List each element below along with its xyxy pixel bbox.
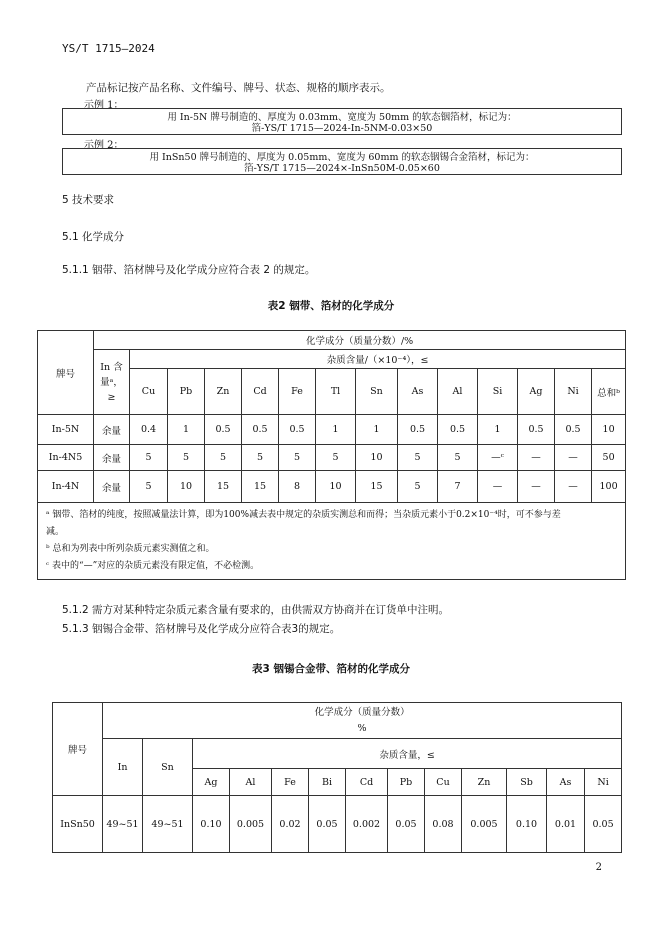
intro-paragraph: 产品标记按产品名称、文件编号、牌号、状态、规格的顺序表示。	[86, 82, 391, 94]
table2-value-cell: 0.5	[242, 415, 279, 445]
table3-impurity-header: 杂质含量，≤	[193, 739, 622, 769]
table2-value-cell: 10	[316, 471, 356, 503]
example2-box	[62, 148, 622, 175]
table2-value-cell: 0.5	[205, 415, 242, 445]
table3-element-header: Al	[230, 769, 272, 796]
table2-value-cell: 0.5	[398, 415, 438, 445]
table2-element-header: Pb	[168, 369, 205, 415]
table2-footnote-c: ᶜ 表中的“—”对应的杂质元素没有限定值，不必检测。	[46, 561, 260, 571]
table2-value-cell: 1	[478, 415, 518, 445]
table2-value-cell: 8	[279, 471, 316, 503]
table2-value-cell: 0.4	[130, 415, 168, 445]
table2-footnote-cell	[38, 503, 626, 580]
table3-element-header: Sb	[507, 769, 547, 796]
table3-element-header: Ni	[585, 769, 622, 796]
table2-value-cell: 50	[592, 445, 626, 471]
table2-element-header: Si	[478, 369, 518, 415]
table3-value-cell: 0.05	[585, 796, 622, 853]
table2-element-header: Sn	[356, 369, 398, 415]
table3-grade-header: 牌号	[53, 703, 103, 796]
example2-label: 示例 2：	[84, 140, 124, 151]
table2-composition-header: 化学成分（质量分数）/%	[94, 331, 626, 350]
table3-grade-cell: InSn50	[53, 796, 103, 853]
table2-value-cell: 5	[205, 445, 242, 471]
table2	[37, 330, 626, 580]
example2-line2: 箔-YS/T 1715—2024×-InSn50M-0.05×60	[244, 163, 440, 174]
table2-value-cell: 0.5	[438, 415, 478, 445]
table3-element-header: Zn	[462, 769, 507, 796]
table3-value-cell: 0.05	[388, 796, 425, 853]
table2-value-cell: 5	[398, 445, 438, 471]
table2-in-cell: 余量	[94, 415, 130, 445]
table2-value-cell: —	[478, 471, 518, 503]
example2-line1: 用 InSn50 牌号制造的、厚度为 0.05mm、宽度为 60mm 的软态铟锡合金箔材，标记为：	[149, 152, 535, 163]
page-number: 2	[595, 862, 602, 873]
table2-in-header: In 含量ᵃ，≥	[94, 350, 130, 415]
table2-value-cell: —	[555, 445, 592, 471]
table2-impurity-header: 杂质含量/（×10⁻⁴），≤	[130, 350, 626, 369]
table2-element-header: Cd	[242, 369, 279, 415]
table2-value-cell: 15	[356, 471, 398, 503]
paragraph-5-1-2: 5.1.2 需方对某种特定杂质元素含量有要求的，由供需双方协商并在订货单中注明。	[62, 604, 450, 616]
table2-footnote-a: ᵃ 铟带、箔材的纯度，按照减量法计算，即为100%减去表中规定的杂质实测总和而得；当杂质元素小于0.2×10⁻⁴时，可不参与差	[46, 510, 561, 520]
table3-element-header: Cd	[346, 769, 388, 796]
table2-value-cell: 5	[398, 471, 438, 503]
document-header: YS/T 1715—2024	[62, 42, 155, 55]
table2-in-cell: 余量	[94, 471, 130, 503]
table2-value-cell: 10	[592, 415, 626, 445]
table3-in-header: In	[103, 739, 143, 796]
table3-element-header: As	[547, 769, 585, 796]
table2-value-cell: 5	[316, 445, 356, 471]
table3-value-cell: 0.002	[346, 796, 388, 853]
table2-value-cell: —	[518, 471, 555, 503]
table2-element-header: Fe	[279, 369, 316, 415]
table2-value-cell: 100	[592, 471, 626, 503]
table2-grade-cell: In-4N	[38, 471, 94, 503]
table2-element-header: Ni	[555, 369, 592, 415]
table2-element-header: As	[398, 369, 438, 415]
table2-value-cell: 0.5	[279, 415, 316, 445]
example1-label: 示例 1：	[84, 100, 124, 111]
table2-value-cell: 0.5	[555, 415, 592, 445]
table3-value-cell: 0.10	[193, 796, 230, 853]
table3-value-cell: 0.10	[507, 796, 547, 853]
section-5-1-heading: 5.1 化学成分	[62, 231, 125, 243]
table2-value-cell: 5	[242, 445, 279, 471]
table2-in-cell: 余量	[94, 445, 130, 471]
table3-in-cell: 49~51	[103, 796, 143, 853]
table2-value-cell: 10	[356, 445, 398, 471]
table-row	[53, 796, 622, 853]
paragraph-5-1-3: 5.1.3 铟锡合金带、箔材牌号及化学成分应符合表3的规定。	[62, 623, 341, 635]
table2-footnote-a-cont: 减。	[46, 527, 65, 537]
paragraph-5-1-1: 5.1.1 铟带、箔材牌号及化学成分应符合表 2 的规定。	[62, 264, 316, 276]
table3-element-header: Bi	[309, 769, 346, 796]
table2-value-cell: 7	[438, 471, 478, 503]
table3-value-cell: 0.08	[425, 796, 462, 853]
table3-value-cell: 0.02	[272, 796, 309, 853]
table2-element-header: Zn	[205, 369, 242, 415]
table3-element-header: Pb	[388, 769, 425, 796]
table-row	[38, 445, 626, 471]
table3-element-header: Cu	[425, 769, 462, 796]
table2-value-cell: 1	[168, 415, 205, 445]
table2-value-cell: 10	[168, 471, 205, 503]
table2-caption: 表2 铟带、箔材的化学成分	[267, 300, 395, 312]
table2-element-header: Tl	[316, 369, 356, 415]
table2-value-cell: —	[555, 471, 592, 503]
table-row	[38, 471, 626, 503]
table2-value-cell: 5	[438, 445, 478, 471]
table3-composition-label: 化学成分（质量分数）	[314, 706, 410, 718]
table3-sn-header: Sn	[143, 739, 193, 796]
table2-grade-header: 牌号	[38, 331, 94, 415]
table2-value-cell: 5	[168, 445, 205, 471]
table3-percent-label: %	[357, 722, 367, 734]
table3-value-cell: 0.005	[462, 796, 507, 853]
table3	[52, 702, 622, 853]
table2-value-cell: —ᶜ	[478, 445, 518, 471]
example1-line2: 箔-YS/T 1715—2024-In-5NM-0.03×50	[251, 123, 433, 134]
table2-footnote-b: ᵇ 总和为列表中所列杂质元素实测值之和。	[46, 544, 215, 554]
table2-value-cell: 5	[279, 445, 316, 471]
section-5-heading: 5 技术要求	[62, 194, 115, 206]
example1-box	[62, 108, 622, 135]
table-row	[38, 415, 626, 445]
table2-value-cell: 1	[316, 415, 356, 445]
table2-value-cell: 15	[242, 471, 279, 503]
table2-value-cell: 5	[130, 471, 168, 503]
table2-value-cell: 1	[356, 415, 398, 445]
table3-value-cell: 0.005	[230, 796, 272, 853]
example1-line1: 用 In-5N 牌号制造的、厚度为 0.03mm、宽度为 50mm 的软态铟箔材，标记为：	[167, 112, 517, 123]
table3-caption: 表3 铟锡合金带、箔材的化学成分	[252, 663, 410, 675]
table2-value-cell: 5	[130, 445, 168, 471]
table3-value-cell: 0.05	[309, 796, 346, 853]
table3-composition-header	[103, 703, 622, 739]
table2-element-header: Al	[438, 369, 478, 415]
table2-value-cell: —	[518, 445, 555, 471]
table3-value-cell: 0.01	[547, 796, 585, 853]
table2-grade-cell: In-4N5	[38, 445, 94, 471]
table2-element-header: Ag	[518, 369, 555, 415]
table2-grade-cell: In-5N	[38, 415, 94, 445]
table3-element-header: Fe	[272, 769, 309, 796]
table3-element-header: Ag	[193, 769, 230, 796]
table3-sn-cell: 49~51	[143, 796, 193, 853]
table2-element-header: Cu	[130, 369, 168, 415]
table2-value-cell: 0.5	[518, 415, 555, 445]
table2-value-cell: 15	[205, 471, 242, 503]
table2-element-header: 总和ᵇ	[592, 369, 626, 415]
table2-footnotes	[38, 503, 626, 580]
